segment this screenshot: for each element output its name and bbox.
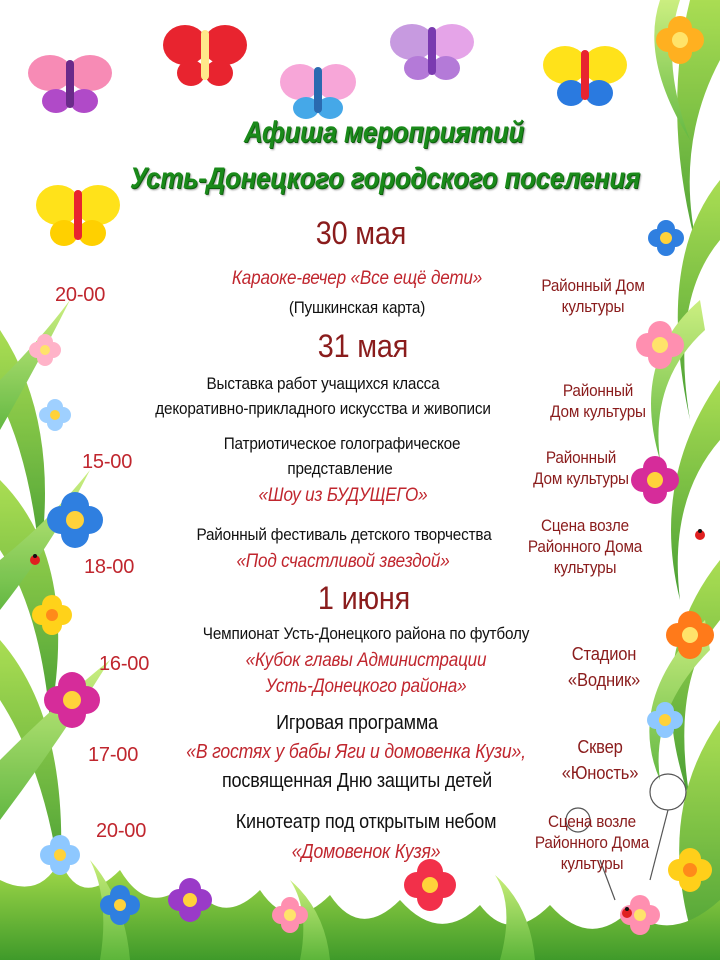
venue-line: культуры (561, 297, 625, 316)
venue-line: Районного Дома (534, 833, 650, 852)
event-highlight: «Под счастливой звездой» (236, 551, 450, 572)
event-time: 20-00 (96, 820, 147, 842)
flower-lightblue-left (39, 399, 71, 431)
event-highlight: Усть-Донецкого района» (265, 676, 467, 697)
event-title: Игровая программа (276, 712, 438, 734)
event-venue (528, 515, 642, 578)
title-line-1: Афиша мероприятий (244, 116, 524, 149)
event-time: 15-00 (82, 451, 133, 473)
title-line-2: Усть-Донецкого городского поселения (130, 162, 640, 195)
event-venue (535, 811, 649, 874)
flower-lightblue-bottom-left (40, 835, 80, 875)
event-title: декоративно-прикладного искусства и живописи (155, 399, 491, 418)
butterfly-yellow-right (543, 46, 627, 106)
venue-line: культуры (560, 854, 624, 873)
event-venue (541, 275, 644, 317)
event-time: 16-00 (99, 653, 150, 675)
flower-magenta-right (631, 456, 679, 504)
flower-red-bottom (404, 859, 456, 911)
event-title: Районный фестиваль детского творчества (196, 525, 492, 544)
event-title: Караоке-вечер «Все ещё дети» (231, 268, 483, 289)
flower-blue-right (648, 220, 684, 256)
butterfly-purple (390, 24, 474, 80)
ladybug-right (695, 529, 705, 540)
event-highlight: «Домовенок Кузя» (291, 841, 441, 863)
venue-line: «Водник» (567, 670, 641, 690)
event-venue (550, 380, 646, 422)
event-note: (Пушкинская карта) (288, 298, 426, 317)
butterfly-pink-left (28, 55, 112, 113)
event-title: Выставка работ учащихся класса (206, 374, 440, 393)
venue-line: Районный (562, 381, 634, 400)
event-title: Кинотеатр под открытым небом (235, 811, 497, 833)
flower-blue-left (47, 492, 103, 548)
event-title: Патриотическое голографическое (223, 434, 461, 453)
venue-line: Сцена возле (548, 812, 636, 831)
butterfly-red (163, 25, 247, 86)
date-heading: 31 мая (317, 328, 409, 364)
butterfly-pink-center (280, 64, 356, 119)
date-heading: 1 июня (317, 580, 411, 616)
venue-line: Стадион (571, 644, 637, 664)
venue-line: культуры (553, 558, 617, 577)
event-venue (568, 641, 640, 693)
event-title: представление (287, 459, 393, 478)
venue-line: «Юность» (561, 763, 639, 783)
venue-line: Районного Дома (527, 537, 643, 556)
venue-line: Сквер (577, 737, 623, 757)
event-note: посвященная Дню защиты детей (221, 770, 493, 792)
venue-line: Дом культуры (533, 469, 629, 488)
event-highlight: «Кубок главы Администрации (245, 650, 487, 671)
event-venue (562, 734, 639, 786)
event-time: 17-00 (88, 744, 139, 766)
venue-line: Районный (545, 448, 617, 467)
venue-line: Районный Дом (541, 276, 645, 295)
date-heading: 30 мая (315, 215, 407, 251)
butterfly-yellow-left (36, 185, 120, 246)
venue-line: Дом культуры (550, 402, 646, 421)
event-time: 18-00 (84, 556, 135, 578)
venue-line: Сцена возле (541, 516, 629, 535)
grass-left (0, 300, 110, 880)
event-title: Чемпионат Усть-Донецкого района по футболу (202, 624, 530, 643)
event-highlight: «В гостях у бабы Яги и домовенка Кузи», (186, 741, 526, 763)
event-time: 20-00 (55, 284, 106, 306)
event-highlight: «Шоу из БУДУЩЕГО» (258, 485, 428, 506)
event-venue (533, 447, 629, 489)
